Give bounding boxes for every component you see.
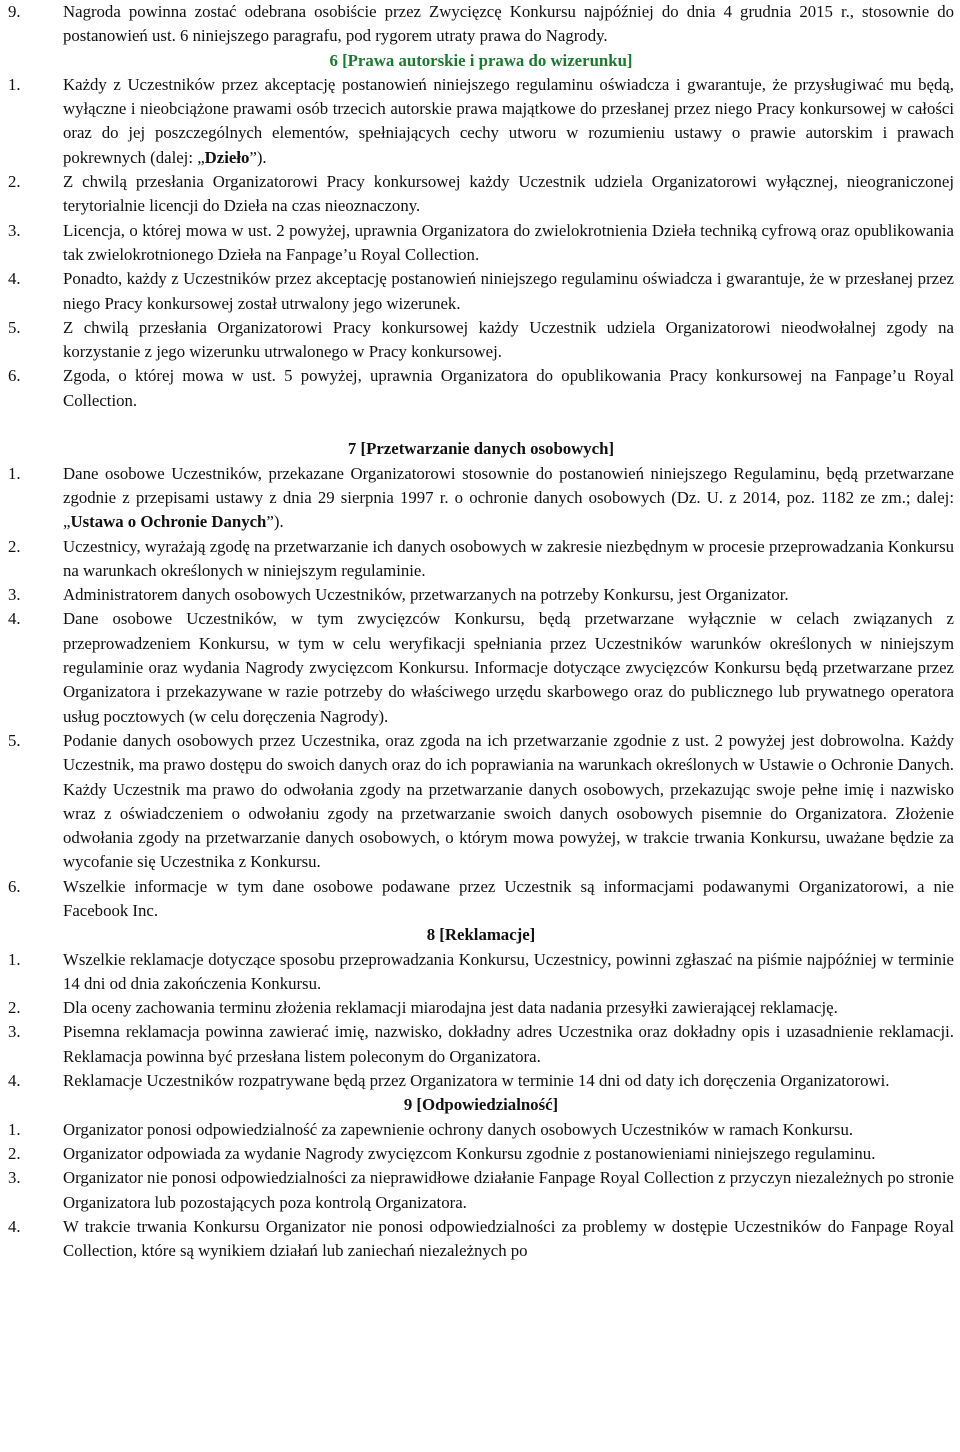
item-text bbox=[63, 462, 954, 535]
item-text: Licencja, o której mowa w ust. 2 powyżej, uprawnia Organizatora do zwielokrotnienia Dzieła techniką cyfrową oraz opublikowania tak zwielokrotnionego Dzieła na Fanpage’u Royal Collection. bbox=[63, 220, 954, 264]
item-number: 6. bbox=[8, 366, 21, 386]
item-text: Dane osobowe Uczestników, w tym zwycięzców Konkursu, będą przetwarzane wyłącznie w celach związanych z przeprowadzeniem Konkursu, w tym w celu weryfikacji spełniania przez Uczestników warunków określonych w niniejszym regulaminie oraz wydania Nagrody zwycięzcom Konkursu. Informacje dotyczące zwycięzców Konkursu będą przetwarzane przez Organizatora i przekazywane w razie potrzeby do właściwego urzędu skarbowego oraz do publicznego lub prywatnego operatora usług pocztowych (w celu doręczenia Nagrody). bbox=[63, 609, 954, 726]
item-text: Dla oceny zachowania terminu złożenia reklamacji miarodajna jest data nadania przesyłki zawierającej reklamację. bbox=[63, 998, 838, 1018]
item-number: 1. bbox=[8, 949, 21, 969]
list-item bbox=[8, 1069, 954, 1093]
list-item bbox=[8, 1118, 954, 1142]
item-number: 3. bbox=[8, 1022, 21, 1042]
item-text: Pisemna reklamacja powinna zawierać imię, nazwisko, dokładny adres Uczestnika oraz dokładny opis i uzasadnienie reklamacji. Reklamacja powinna być przesłana listem poleconym do Organizatora. bbox=[63, 1022, 954, 1066]
item-number: 5. bbox=[8, 317, 21, 337]
item-text: Zgoda, o której mowa w ust. 5 powyżej, uprawnia Organizatora do opublikowania Pracy konkursowej na Fanpage’u Royal Collection. bbox=[63, 366, 954, 410]
item-text-part: ”). bbox=[266, 512, 284, 532]
item-number: 2. bbox=[8, 1143, 21, 1163]
list-item bbox=[8, 73, 954, 170]
item-text: Wszelkie reklamacje dotyczące sposobu przeprowadzania Konkursu, Uczestnicy, powinni zgłaszać na piśmie najpóźniej w terminie 14 dni od dnia zakończenia Konkursu. bbox=[63, 949, 954, 993]
item-text-part: ”). bbox=[249, 147, 267, 167]
section-heading-8: 8 [Reklamacje] bbox=[426, 925, 536, 945]
list-item bbox=[8, 364, 954, 413]
item-number: 1. bbox=[8, 74, 21, 94]
item-text bbox=[63, 73, 954, 170]
defined-term: Ustawa o Ochronie Danych bbox=[70, 512, 267, 532]
item-text: Z chwilą przesłania Organizatorowi Pracy konkursowej każdy Uczestnik udziela Organizatorowi wyłącznej, nieograniczonej terytorialnie licencji do Dzieła na czas nieoznaczony. bbox=[63, 172, 954, 216]
item-number: 3. bbox=[8, 220, 21, 240]
list-item bbox=[8, 583, 954, 607]
list-item bbox=[8, 1142, 954, 1166]
list-item bbox=[8, 316, 954, 365]
item-text-part: Dane osobowe Uczestników, przekazane Organizatorowi stosownie do postanowień niniejszego Regulaminu, będą przetwarzane zgodnie z przepisami ustawy z dnia 29 sierpnia 1997 r. o ochronie danych osobowych (Dz. U. z 2014, poz. 1182 ze zm.; dalej: „ bbox=[63, 463, 954, 532]
list-item bbox=[8, 462, 954, 535]
item-number: 2. bbox=[8, 536, 21, 556]
item-text: Organizator ponosi odpowiedzialność za zapewnienie ochrony danych osobowych Uczestników w ramach Konkursu. bbox=[63, 1119, 854, 1139]
item-number: 4. bbox=[8, 1071, 21, 1091]
item-text: Ponadto, każdy z Uczestników przez akceptację postanowień niniejszego regulaminu oświadcza i gwarantuje, że w przesłanej przez niego Pracy konkursowej został utrwalony jego wizerunek. bbox=[63, 269, 954, 313]
item-number: 3. bbox=[8, 585, 21, 605]
item-text: W trakcie trwania Konkursu Organizator nie ponosi odpowiedzialności za problemy w dostępie Uczestników do Fanpage Royal Collection, które są wynikiem działań lub zaniechań niezależnych po bbox=[63, 1216, 954, 1261]
item-text: Organizator odpowiada za wydanie Nagrody zwycięzcom Konkursu zgodnie z postanowieniami niniejszego regulaminu. bbox=[63, 1143, 876, 1163]
item-text: Wszelkie informacje w tym dane osobowe podawane przez Uczestnik są informacjami podawanymi Organizatorowi, a nie Facebook Inc. bbox=[63, 876, 954, 920]
item-text: Uczestnicy, wyrażają zgodę na przetwarzanie ich danych osobowych w zakresie niezbędnym w procesie przeprowadzania Konkursu na warunkach określonych w niniejszym regulaminie. bbox=[63, 536, 954, 580]
item-text: Organizator nie ponosi odpowiedzialności za nieprawidłowe działanie Fanpage Royal Collection z przyczyn niezależnych po stronie Organizatora lub pozostających poza kontrolą Organizatora. bbox=[63, 1168, 954, 1212]
item-text: Nagroda powinna zostać odebrana osobiście przez Zwycięzcę Konkursu najpóźniej do dnia 4 grudnia 2015 r., stosownie do postanowień ust. 6 niniejszego paragrafu, pod rygorem utraty prawa do Nagrody. bbox=[63, 2, 954, 46]
item-text-part: Każdy z Uczestników przez akceptację postanowień niniejszego regulaminu oświadcza i gwarantuje, że przysługiwać mu będą, wyłączne i nieobciążone prawami osób trzecich autorskie prawa majątkowe do przesłanej przez niego Pracy konkursowej w całości oraz do jej poszczególnych elementów, spełniających cechy utworu w rozumieniu ustawy o prawie autorskim i prawach pokrewnych (dalej: „ bbox=[63, 74, 954, 167]
defined-term: Dzieło bbox=[204, 147, 250, 167]
spacer bbox=[8, 413, 954, 437]
list-item bbox=[8, 729, 954, 875]
list-item bbox=[8, 948, 954, 997]
list-item bbox=[8, 1215, 954, 1264]
list-item bbox=[8, 535, 954, 584]
item-number: 2. bbox=[8, 172, 21, 192]
item-text: Reklamacje Uczestników rozpatrywane będą przez Organizatora w terminie 14 dni od daty ich doręczenia Organizatorowi. bbox=[63, 1071, 890, 1091]
item-number: 2. bbox=[8, 998, 21, 1018]
item-number: 4. bbox=[8, 1216, 21, 1236]
section-heading-9: 9 [Odpowiedzialność] bbox=[403, 1095, 559, 1115]
item-number: 5. bbox=[8, 730, 21, 750]
list-item bbox=[8, 0, 954, 49]
section-heading-7: 7 [Przetwarzanie danych osobowych] bbox=[347, 439, 615, 459]
item-number: 9. bbox=[8, 2, 21, 21]
item-text: Administratorem danych osobowych Uczestników, przetwarzanych na potrzeby Konkursu, jest Organizator. bbox=[63, 585, 789, 605]
list-item bbox=[8, 607, 954, 728]
item-number: 4. bbox=[8, 269, 21, 289]
item-number: 3. bbox=[8, 1168, 21, 1188]
list-item bbox=[8, 1166, 954, 1215]
item-number: 6. bbox=[8, 876, 21, 896]
item-text: Podanie danych osobowych przez Uczestnika, oraz zgoda na ich przetwarzanie zgodnie z ust. 2 powyżej jest dobrowolna. Każdy Uczestnik, ma prawo dostępu do swoich danych oraz do ich poprawiania na warunkach określonych w Ustawie o Ochronie Danych. Każdy Uczestnik ma prawo do odwołania zgody na przetwarzanie danych osobowych, przekazując swoje pełne imię i nazwisko wraz z oświadczeniem o odwołaniu zgody na przetwarzanie swoich danych osobowych pisemnie do Organizatora. Złożenie odwołania zgody na przetwarzanie danych osobowych, o którym mowa powyżej, w trakcie trwania Konkursu, uważane będzie za wycofanie się Uczestnika z Konkursu. bbox=[63, 730, 954, 872]
list-item bbox=[8, 267, 954, 316]
item-text: Z chwilą przesłania Organizatorowi Pracy konkursowej każdy Uczestnik udziela Organizatorowi nieodwołalnej zgody na korzystanie z jego wizerunku utrwalonego w Pracy konkursowej. bbox=[63, 317, 954, 362]
item-number: 4. bbox=[8, 609, 21, 629]
list-item bbox=[8, 875, 954, 924]
list-item bbox=[8, 996, 954, 1020]
list-item bbox=[8, 1020, 954, 1069]
item-number: 1. bbox=[8, 463, 21, 483]
section-heading-6: 6 [Prawa autorskie i prawa do wizerunku] bbox=[329, 50, 633, 70]
item-number: 1. bbox=[8, 1119, 21, 1139]
list-item bbox=[8, 170, 954, 219]
list-item bbox=[8, 219, 954, 268]
